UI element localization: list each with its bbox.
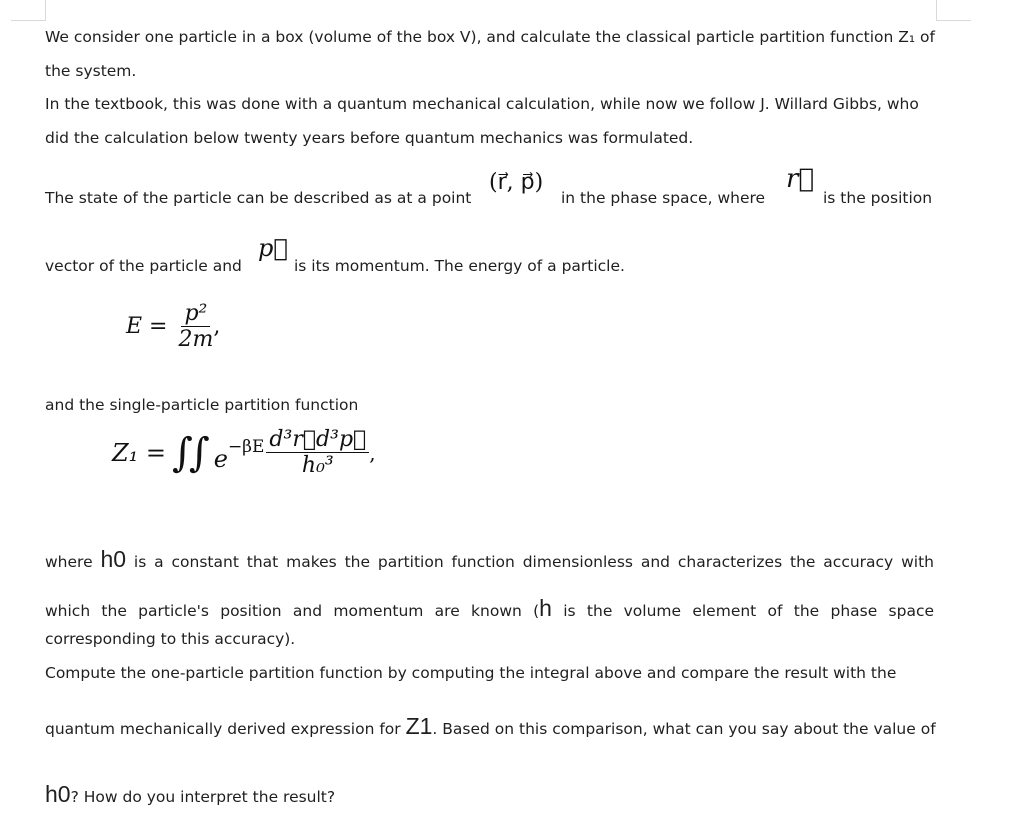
text-line — [45, 595, 935, 621]
h0-symbol: h0 — [45, 781, 71, 807]
text-run: is the volume element of the phase space — [563, 602, 935, 620]
text-line: corresponding to this accuracy). — [45, 630, 296, 648]
energy-punct: , — [213, 314, 221, 340]
double-integral: ∫∫ — [172, 430, 206, 477]
text-line: the system. — [45, 62, 137, 80]
text-run: which the particle's position and momentum are known ( — [45, 602, 540, 620]
z1-symbol: Z1 — [405, 713, 433, 739]
text-line: In the textbook, this was done with a quantum mechanical calculation, while now we follow J. Willard Gibbs, who — [45, 95, 919, 113]
text-run: quantum mechanically derived expression for — [45, 720, 401, 738]
text-line: vector of the particle and — [45, 257, 242, 275]
text-line: is the position — [823, 189, 933, 207]
exp-exponent: −βE — [227, 437, 265, 458]
energy-numerator: p² — [181, 302, 210, 327]
phase-space-point: (r⃗, p⃗) — [489, 170, 544, 195]
h-symbol: h — [539, 595, 552, 621]
text-run: where — [45, 553, 93, 571]
text-run: ? How do you interpret the result? — [70, 788, 336, 806]
text-line: did the calculation below twenty years before quantum mechanics was formulated. — [45, 129, 694, 147]
partition-numerator: d³r⃗d³p⃗ — [266, 428, 369, 453]
energy-formula — [126, 302, 220, 352]
text-line: We consider one particle in a box (volume of the box V), and calculate the classical particle partition function Z₁ of — [45, 28, 935, 46]
text-line: in the phase space, where — [561, 189, 766, 207]
energy-lhs: E = — [126, 314, 168, 340]
text-line — [45, 781, 336, 807]
momentum-vector: p⃗ — [258, 234, 288, 262]
text-line: and the single-particle partition function — [45, 396, 359, 414]
page-corner-right — [936, 0, 971, 21]
text-line: The state of the particle can be described as at a point — [45, 189, 472, 207]
text-run: . Based on this comparison, what can you say about the value of — [432, 720, 936, 738]
energy-denominator: 2m — [178, 327, 214, 353]
page-corner-left — [11, 0, 46, 21]
text-line — [45, 713, 936, 739]
partition-punct: , — [369, 441, 376, 466]
text-line: is its momentum. The energy of a particle. — [294, 257, 625, 275]
position-vector: r⃗ — [786, 164, 815, 194]
partition-formula — [112, 428, 376, 478]
text-run: is a constant that makes the partition function dimensionless and characterizes the accuracy with — [133, 553, 934, 571]
text-line: Compute the one-particle partition function by computing the integral above and compare the result with the — [45, 664, 897, 682]
h0-symbol: h0 — [100, 546, 127, 572]
partition-lhs: Z₁ = — [112, 439, 167, 468]
exp-base: e — [213, 445, 228, 474]
partition-denominator: h₀³ — [301, 453, 334, 479]
text-line — [45, 546, 934, 572]
